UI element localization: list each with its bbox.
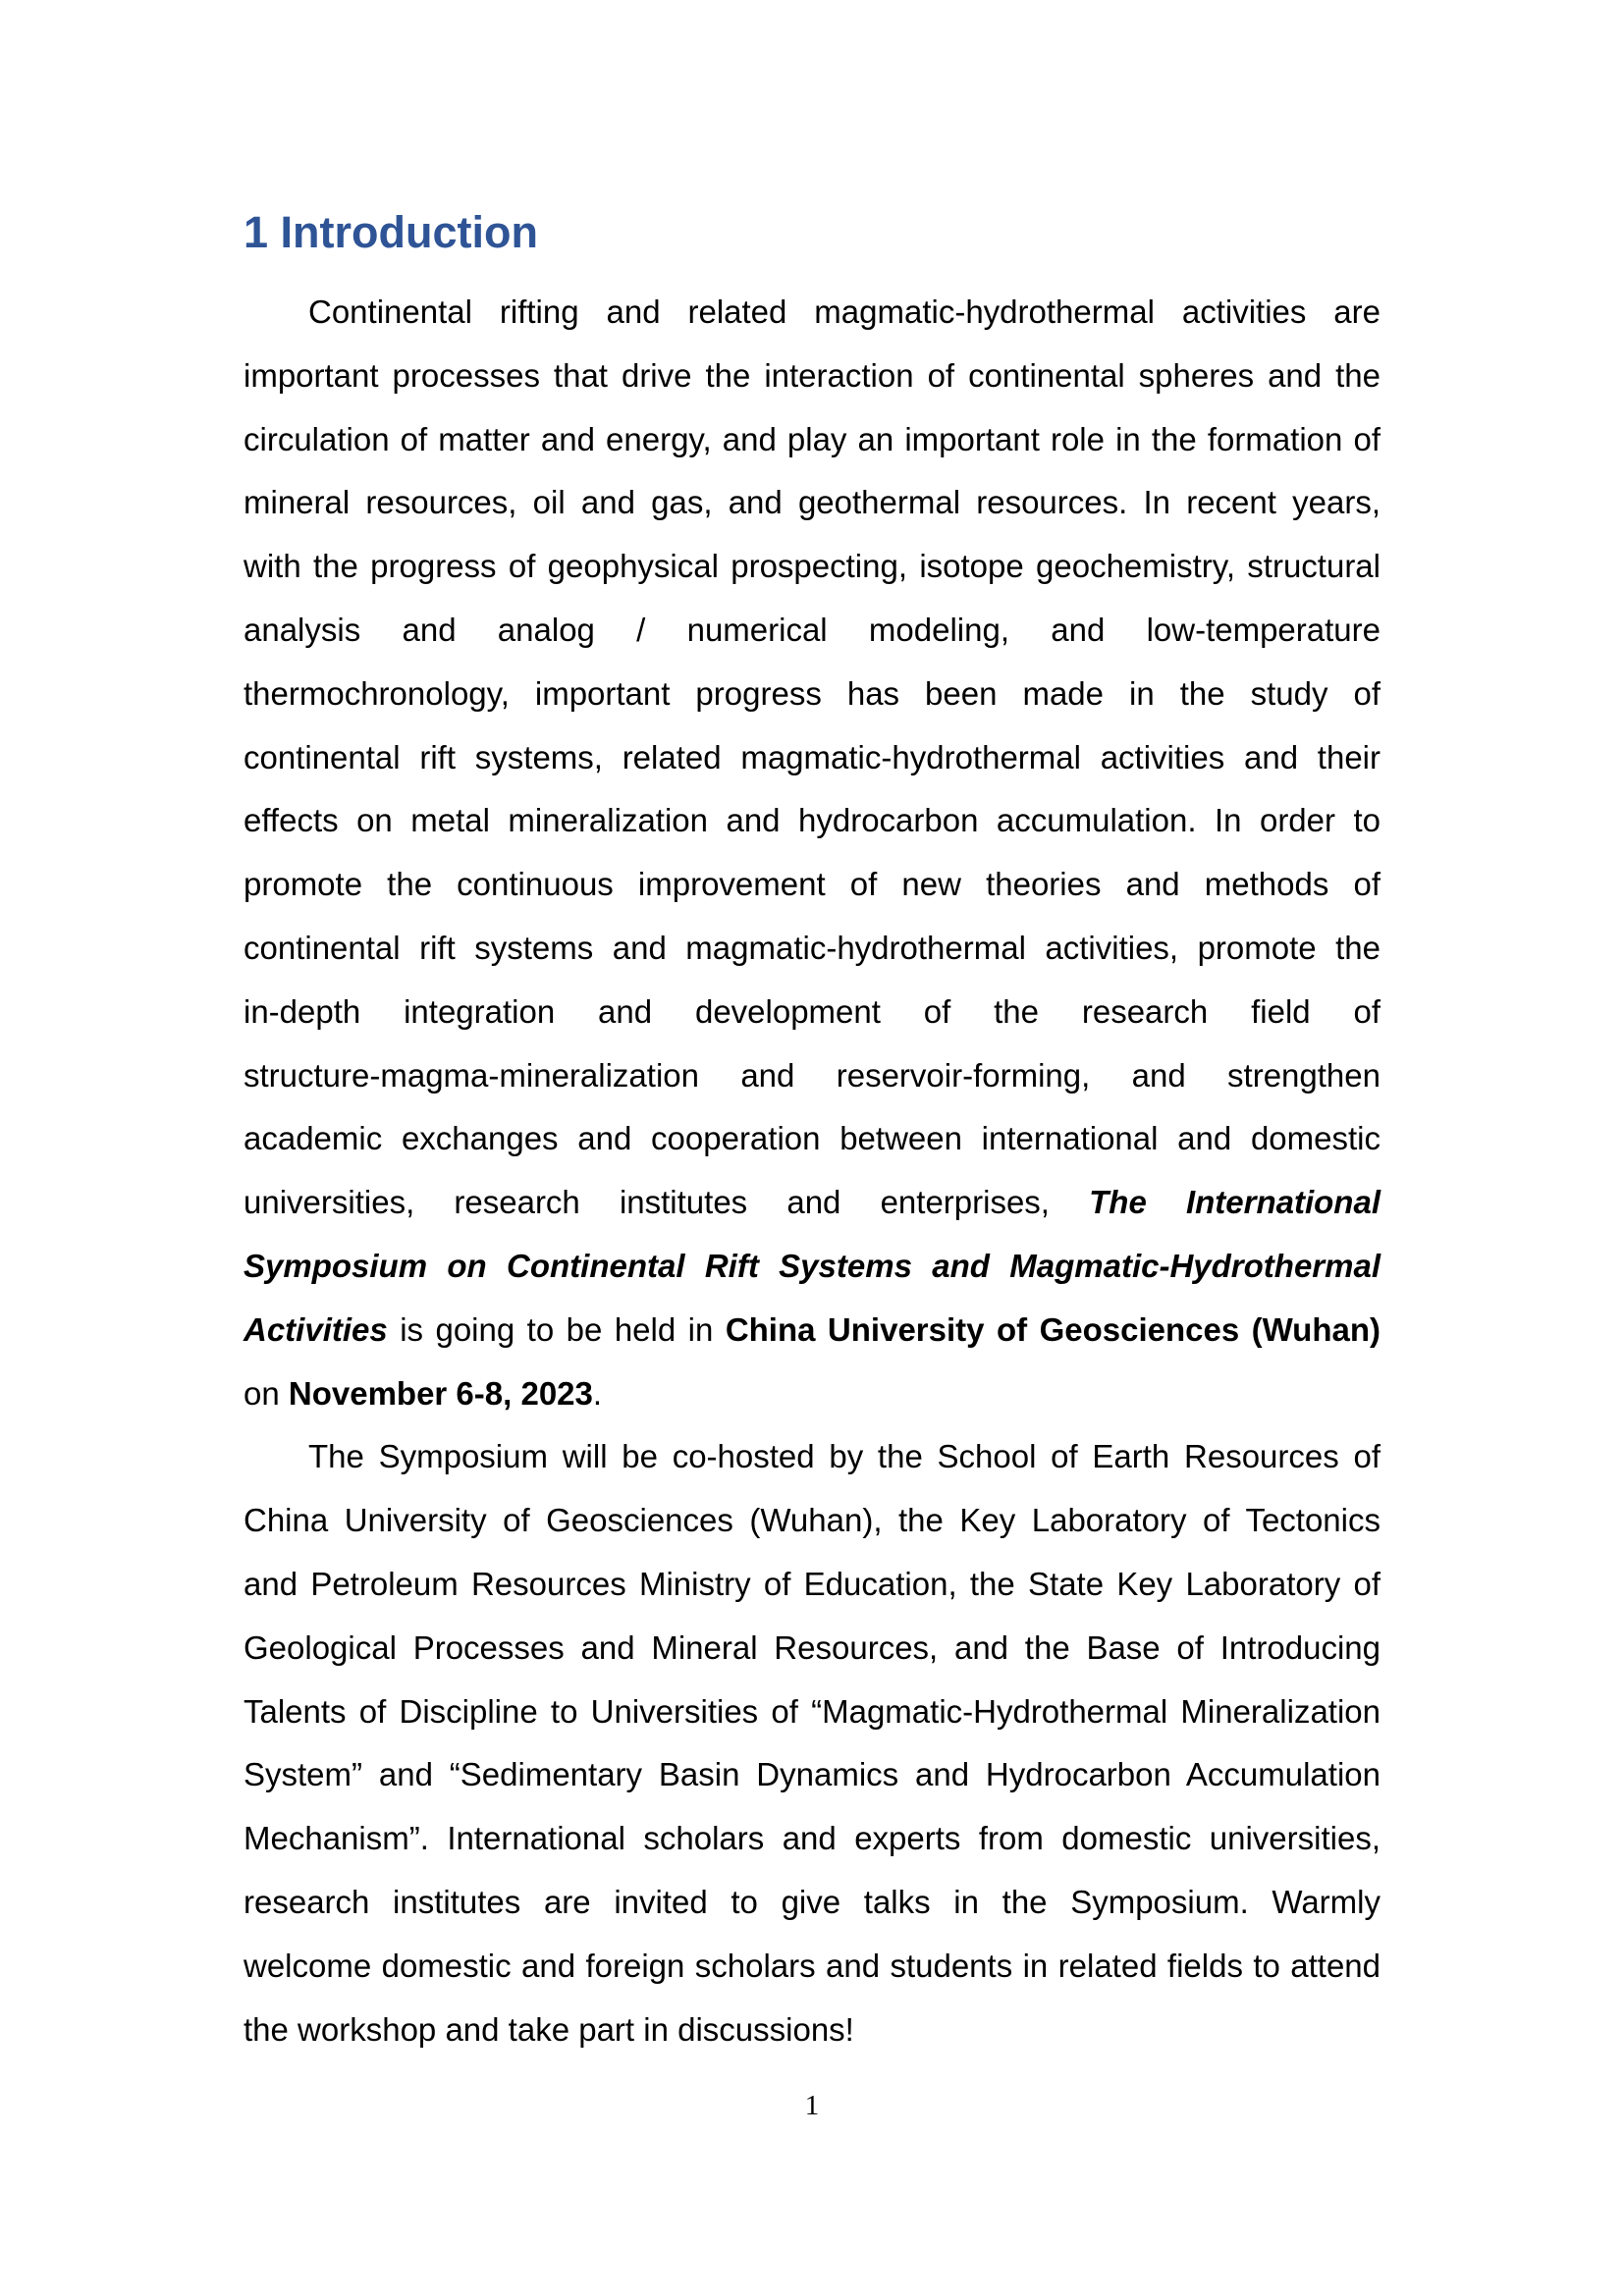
text-line bbox=[244, 1044, 1380, 1108]
text-line bbox=[244, 1362, 1380, 1426]
text-run: promote the continuous improvement of new theories and methods of bbox=[244, 866, 1380, 903]
text-line bbox=[244, 1235, 1380, 1299]
text-run: Talents of Discipline to Universities of “Magmatic-Hydrothermal Mineralization bbox=[244, 1692, 1380, 1730]
text-run: The International bbox=[1089, 1184, 1380, 1221]
text-run: circulation of matter and energy, and play an important role in the formation of bbox=[244, 420, 1380, 457]
text-run: and Petroleum Resources Ministry of Education, the State Key Laboratory of bbox=[244, 1565, 1380, 1602]
text-run: structure-magma-mineralization and reservoir-forming, and strengthen bbox=[244, 1056, 1380, 1094]
text-line bbox=[244, 853, 1380, 917]
text-run: November 6-8, 2023 bbox=[288, 1374, 593, 1412]
text-run: is going to be held in bbox=[387, 1310, 726, 1348]
text-line bbox=[244, 345, 1380, 408]
text-line bbox=[244, 1299, 1380, 1362]
text-run: The Symposium will be co-hosted by the School of Earth Resources of bbox=[308, 1438, 1380, 1475]
text-run: continental rift systems and magmatic-hydrothermal activities, promote the bbox=[244, 929, 1380, 966]
text-line bbox=[244, 471, 1380, 535]
text-run: in-depth integration and development of the research field of bbox=[244, 992, 1380, 1030]
text-line bbox=[244, 1681, 1380, 1744]
text-run: the workshop and take part in discussions! bbox=[244, 2010, 854, 2048]
text-line bbox=[244, 535, 1380, 599]
text-run: effects on metal mineralization and hydrocarbon accumulation. In order to bbox=[244, 802, 1380, 839]
text-run: Symposium on Continental Rift Systems and Magmatic-Hydrothermal bbox=[244, 1247, 1380, 1284]
text-run: on bbox=[244, 1374, 289, 1412]
text-run: analysis and analog / numerical modeling, and low-temperature bbox=[244, 611, 1380, 648]
text-run: Geological Processes and Mineral Resources, and the Base of Introducing bbox=[244, 1629, 1380, 1666]
text-run: System” and “Sedimentary Basin Dynamics and Hydrocarbon Accumulation bbox=[244, 1756, 1380, 1793]
text-line bbox=[244, 1807, 1380, 1871]
text-run: China University of Geosciences (Wuhan) bbox=[725, 1310, 1380, 1348]
text-line bbox=[244, 1425, 1380, 1489]
page-number: 1 bbox=[804, 2090, 820, 2121]
text-line bbox=[244, 726, 1380, 790]
text-run: Activities bbox=[244, 1310, 388, 1348]
text-run: universities, research institutes and enterprises, bbox=[244, 1184, 1090, 1221]
text-line bbox=[244, 408, 1380, 472]
text-run: research institutes are invited to give talks in the Symposium. Warmly bbox=[244, 1883, 1380, 1920]
text-line bbox=[244, 1489, 1380, 1553]
text-line bbox=[244, 1553, 1380, 1617]
paragraph-intro-1 bbox=[244, 281, 1380, 1425]
text-run: continental rift systems, related magmatic-hydrothermal activities and their bbox=[244, 738, 1380, 775]
text-line bbox=[244, 1171, 1380, 1235]
text-run: important processes that drive the interaction of continental spheres and the bbox=[244, 356, 1380, 394]
text-run: Mechanism”. International scholars and experts from domestic universities, bbox=[244, 1820, 1380, 1857]
text-run: . bbox=[592, 1374, 603, 1412]
text-run: with the progress of geophysical prospecting, isotope geochemistry, structural bbox=[244, 548, 1380, 585]
text-run: mineral resources, oil and gas, and geothermal resources. In recent years, bbox=[244, 484, 1380, 521]
text-line bbox=[244, 981, 1380, 1044]
text-line bbox=[244, 1743, 1380, 1807]
text-line bbox=[244, 1999, 1380, 2062]
text-line bbox=[244, 663, 1380, 726]
text-run: China University of Geosciences (Wuhan), the Key Laboratory of Tectonics bbox=[244, 1502, 1380, 1539]
text-run: academic exchanges and cooperation between international and domestic bbox=[244, 1120, 1380, 1157]
document-content bbox=[244, 206, 1380, 2061]
text-line bbox=[244, 1107, 1380, 1171]
text-line bbox=[244, 281, 1380, 345]
text-line bbox=[244, 1617, 1380, 1681]
section-heading: 1 Introduction bbox=[244, 207, 538, 257]
text-line bbox=[244, 917, 1380, 981]
text-line bbox=[244, 599, 1380, 663]
text-line bbox=[244, 1871, 1380, 1935]
text-line bbox=[244, 789, 1380, 853]
text-run: welcome domestic and foreign scholars and students in related fields to attend bbox=[244, 1947, 1380, 1984]
text-line bbox=[244, 1935, 1380, 1999]
paragraph-intro-2 bbox=[244, 1425, 1380, 2061]
text-run: Continental rifting and related magmatic-hydrothermal activities are bbox=[308, 294, 1380, 330]
text-run: thermochronology, important progress has been made in the study of bbox=[244, 674, 1380, 712]
